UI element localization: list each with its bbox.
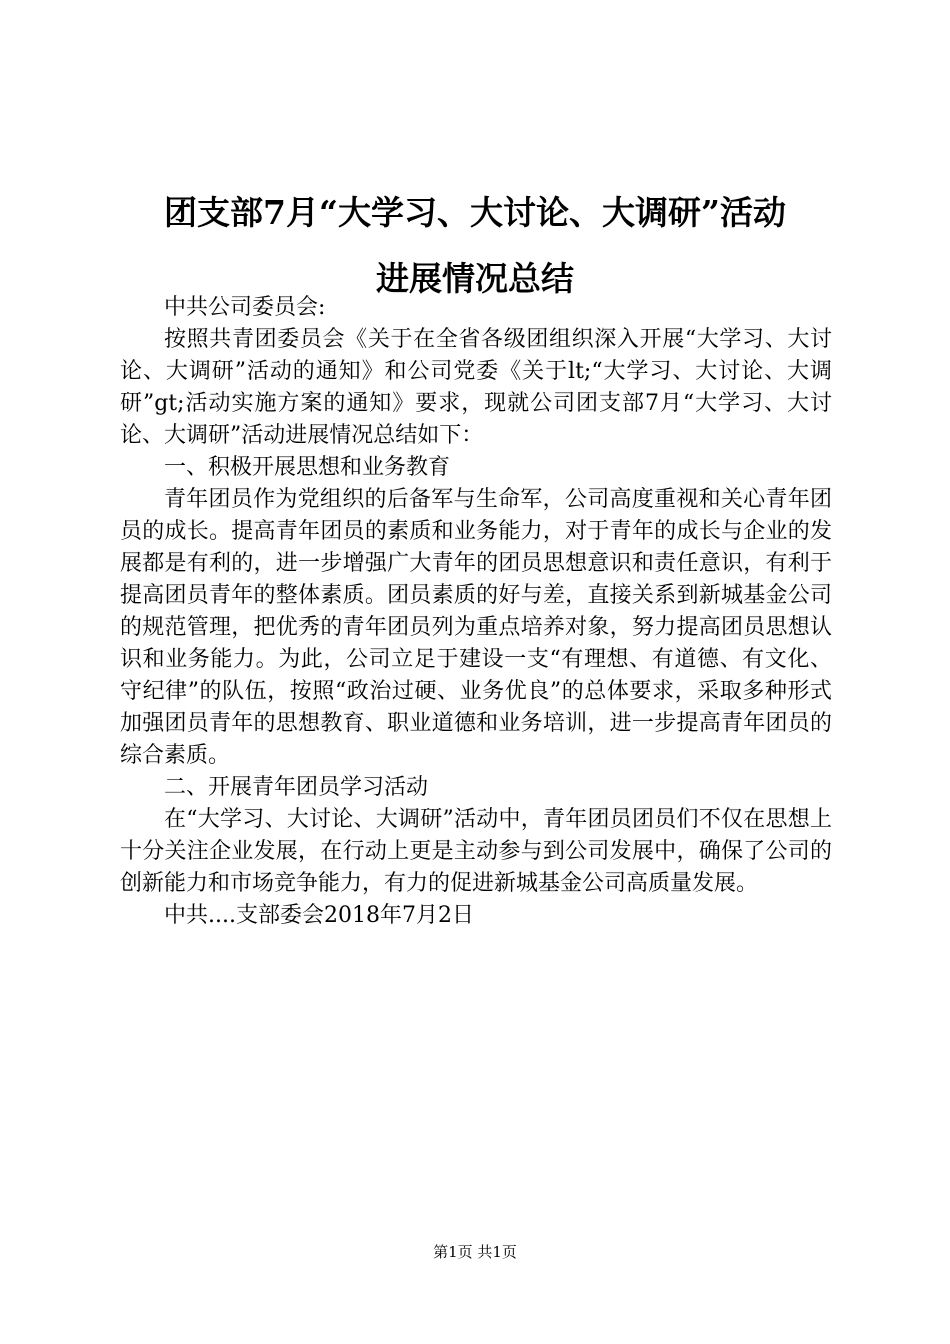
section-1-heading: 一、积极开展思想和业务教育	[164, 455, 451, 480]
salutation: 中共公司委员会:	[164, 295, 326, 320]
document-body	[120, 292, 832, 932]
section-2-paragraph: 在“大学习、大讨论、大调研”活动中，青年团员团员们不仅在思想上十分关注企业发展，在行动上更是主动参与到公司发展中，确保了公司的创新能力和市场竞争能力，有力的促进新城基金公司高质量发展。	[120, 807, 832, 896]
signature: 中共....支部委会2018年7月2日	[164, 903, 474, 928]
title-line-1: 团支部7月“大学习、大讨论、大调研”活动	[164, 193, 786, 232]
title-line-2: 进展情况总结	[376, 259, 574, 298]
page-number: 第1页 共1页	[433, 1243, 517, 1261]
section-1-paragraph: 青年团员作为党组织的后备军与生命军，公司高度重视和关心青年团员的成长。提高青年团员的素质和业务能力，对于青年的成长与企业的发展都是有利的，进一步增强广大青年的团员思想意识和责任意识，有利于提高团员青年的整体素质。团员素质的好与差，直接关系到新城基金公司的规范管理，把优秀的青年团员列为重点培养对象，努力提高团员思想认识和业务能力。为此，公司立足于建设一支“有理想、有道德、有文化、守纪律”的队伍，按照“政治过硬、业务优良”的总体要求，采取多种形式加强团员青年的思想教育、职业道德和业务培训，进一步提高青年团员的综合素质。	[120, 487, 832, 768]
intro-paragraph: 按照共青团委员会《关于在全省各级团组织深入开展“大学习、大讨论、大调研”活动的通知》和公司党委《关于lt;“大学习、大讨论、大调研”gt;活动实施方案的通知》要求，现就公司团支部7月“大学习、大讨论、大调研”活动进展情况总结如下：	[120, 327, 832, 448]
page-footer	[0, 1242, 950, 1262]
section-2-heading: 二、开展青年团员学习活动	[164, 775, 429, 800]
